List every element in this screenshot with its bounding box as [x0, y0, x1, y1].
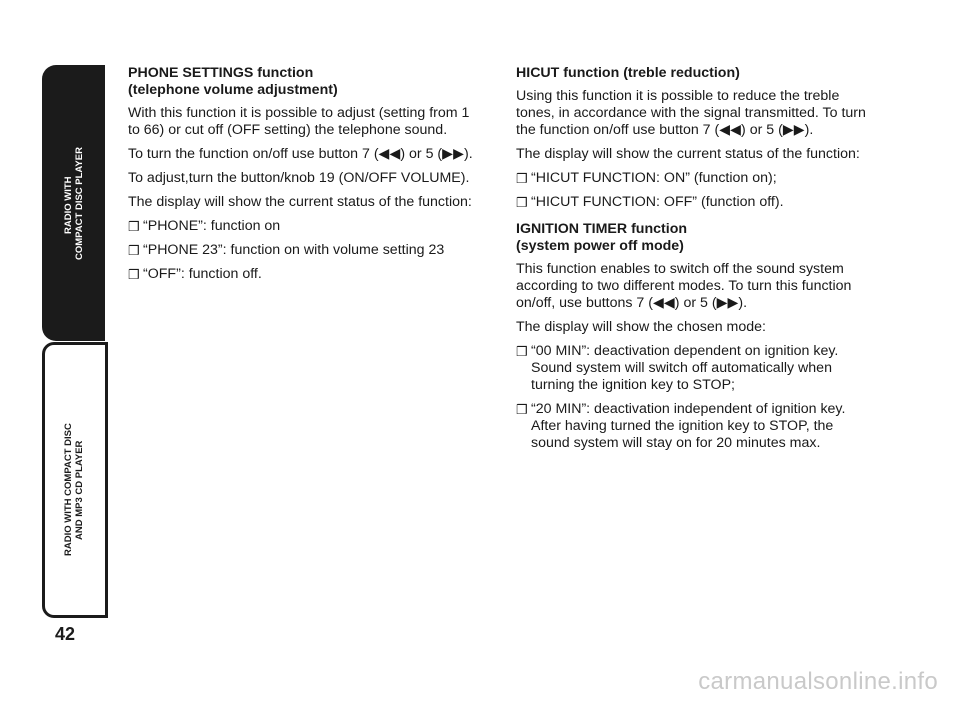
bullet-box-icon: ❒ — [516, 402, 528, 417]
heading-rest: function — [253, 65, 314, 81]
list-item: ❒ “HICUT FUNCTION: OFF” (function off). — [516, 194, 784, 210]
paragraph: This function enables to switch off the sound system according to two different modes. To turn this function on/off, use buttons 7 (◀◀) or 5 (▶▶). — [516, 261, 852, 311]
heading-line2: (system power off mode) — [516, 238, 684, 254]
paragraph: The display will show the current status of the function: — [128, 194, 472, 210]
list-item: ❒ “00 MIN”: deactivation dependent on ignition key. Sound system will switch off automatically when turning the ignition key to STOP; — [516, 343, 839, 393]
list-item: ❒ “PHONE 23”: function on with volume setting 23 — [128, 242, 445, 258]
side-tab — [0, 0, 108, 702]
right-column — [516, 65, 866, 459]
list-item: ❒ “HICUT FUNCTION: ON” (function on); — [516, 170, 777, 186]
heading-rest: function — [627, 221, 688, 237]
bullet-box-icon: ❒ — [128, 267, 140, 282]
left-column — [128, 65, 478, 290]
paragraph: With this function it is possible to adjust (setting from 1 to 66) or cut off (OFF setting) the telephone sound. — [128, 105, 470, 138]
side-tab-label-inactive: RADIO WITH COMPACT DISC AND MP3 CD PLAYER — [63, 423, 85, 557]
heading-line2: (telephone volume adjustment) — [128, 82, 338, 98]
bullet-box-icon: ❒ — [516, 344, 528, 359]
paragraph: The display will show the current status of the function: — [516, 146, 860, 162]
bullet-box-icon: ❒ — [128, 243, 140, 258]
bullet-box-icon: ❒ — [516, 195, 528, 210]
phone-settings-heading — [128, 65, 478, 99]
paragraph: The display will show the chosen mode: — [516, 319, 766, 335]
paragraph: Using this function it is possible to reduce the treble tones, in accordance with the signal transmitted. To turn the function on/off use button 7 (◀◀) or 5 (▶▶). — [516, 88, 866, 138]
heading-bold: IGNITION TIMER — [516, 221, 628, 237]
hicut-heading — [516, 65, 866, 82]
ignition-timer-heading — [516, 221, 866, 255]
list-item: ❒ “OFF”: function off. — [128, 266, 262, 282]
heading-bold: PHONE SETTINGS — [128, 65, 254, 81]
watermark: carmanualsonline.info — [698, 668, 938, 695]
heading-rest: function (treble reduction) — [559, 65, 740, 81]
heading-bold: HICUT — [516, 65, 560, 81]
bullet-box-icon: ❒ — [516, 171, 528, 186]
list-item: ❒ “20 MIN”: deactivation independent of ignition key. After having turned the ignition key to STOP, the sound system will stay on for 20 minutes max. — [516, 401, 846, 451]
paragraph: To turn the function on/off use button 7 (◀◀) or 5 (▶▶). — [128, 146, 473, 162]
list-item: ❒ “PHONE”: function on — [128, 218, 281, 234]
bullet-box-icon: ❒ — [128, 219, 140, 234]
paragraph: To adjust,turn the button/knob 19 (ON/OFF VOLUME). — [128, 170, 470, 186]
side-tab-label-active: RADIO WITH COMPACT DISC PLAYER — [63, 147, 85, 260]
page-number: 42 — [55, 624, 76, 644]
